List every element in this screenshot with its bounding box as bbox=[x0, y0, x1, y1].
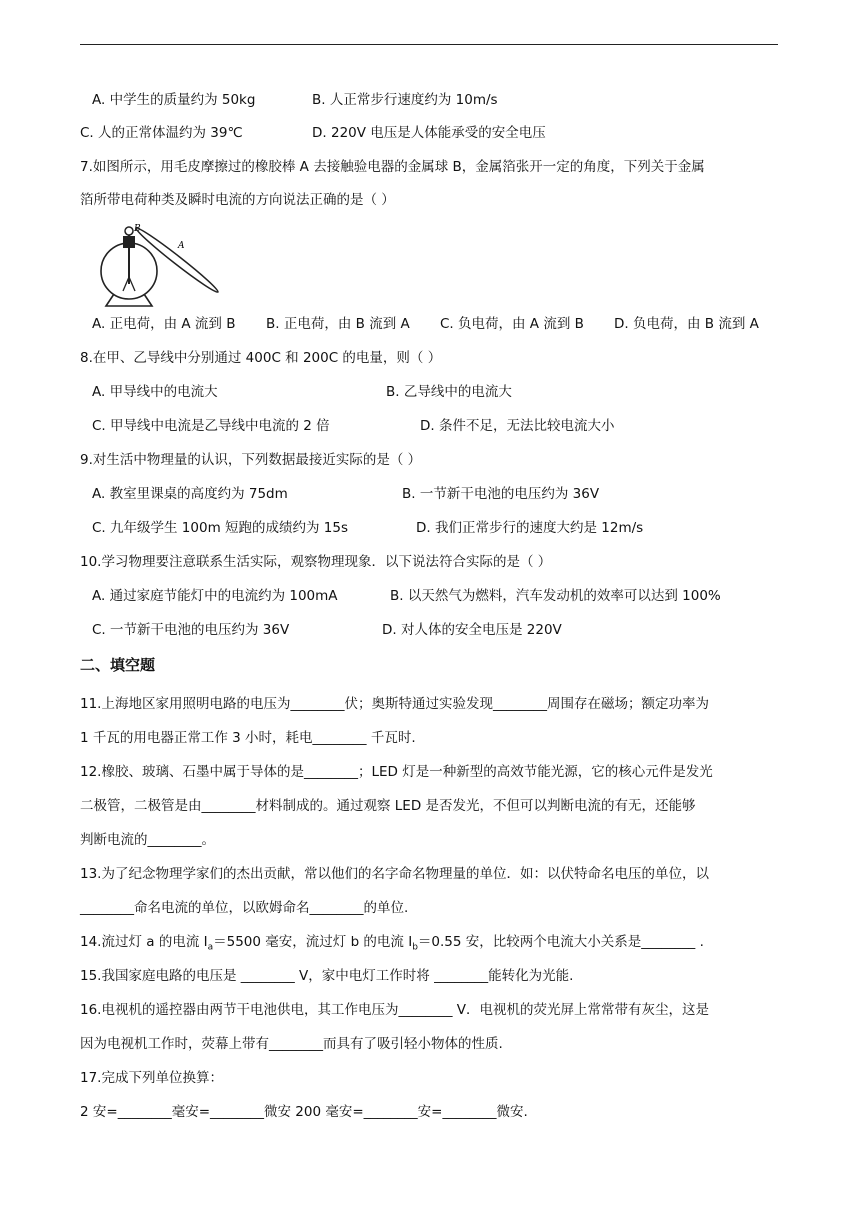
q8-option-d: D. 条件不足，无法比较电流大小 bbox=[420, 418, 615, 434]
label-a: A bbox=[178, 241, 185, 251]
q14-sub-b: b bbox=[412, 942, 418, 953]
q14-mid: ＝5500 毫安，流过灯 b 的电流 I bbox=[213, 934, 413, 950]
electroscope-stopper bbox=[123, 236, 135, 248]
q15-line: 15.我国家庭电路的电压是 ________ V，家中电灯工作时将 ________能转化为光能. bbox=[80, 968, 574, 984]
rubber-rod-a bbox=[134, 225, 221, 295]
q14-post: ＝0.55 安，比较两个电流大小关系是________ . bbox=[417, 934, 704, 950]
q9-option-c: C. 九年级学生 100m 短跑的成绩约为 15s bbox=[92, 520, 349, 536]
q6-option-c: C. 人的正常体温约为 39℃ bbox=[80, 125, 243, 141]
q12-line3: 判断电流的________。 bbox=[80, 832, 215, 848]
q14-line bbox=[80, 932, 704, 958]
q7-option-c: C. 负电荷，由 A 流到 B bbox=[440, 316, 584, 332]
q17-line2: 2 安=________毫安=________微安 200 毫安=________安=________微安. bbox=[80, 1104, 528, 1120]
q16-line2: 因为电视机工作时，荧幕上带有________而具有了吸引轻小物体的性质. bbox=[80, 1036, 503, 1052]
q10-option-d: D. 对人体的安全电压是 220V bbox=[382, 622, 562, 638]
q7-option-a: A. 正电荷，由 A 流到 B bbox=[92, 316, 236, 332]
electroscope-base bbox=[106, 294, 152, 306]
label-b: B bbox=[134, 224, 141, 234]
q10-option-a: A. 通过家庭节能灯中的电流约为 100mA bbox=[92, 588, 338, 604]
q6-option-d: D. 220V 电压是人体能承受的安全电压 bbox=[312, 125, 546, 141]
q9-option-b: B. 一节新干电池的电压约为 36V bbox=[402, 486, 600, 502]
q7-option-b: B. 正电荷，由 B 流到 A bbox=[266, 316, 410, 332]
q10-option-c: C. 一节新干电池的电压约为 36V bbox=[92, 622, 290, 638]
header-rule bbox=[80, 44, 778, 45]
q8-option-c: C. 甲导线中电流是乙导线中电流的 2 倍 bbox=[92, 418, 330, 434]
q11-line2: 1 千瓦的用电器正常工作 3 小时，耗电________ 千瓦时. bbox=[80, 730, 416, 746]
electroscope-figure bbox=[92, 222, 232, 310]
q11-line1: 11.上海地区家用照明电路的电压为________伏；奥斯特通过实验发现________周围存在磁场；额定功率为 bbox=[80, 696, 709, 712]
q8-option-a: A. 甲导线中的电流大 bbox=[92, 384, 218, 400]
q8-option-b: B. 乙导线中的电流大 bbox=[386, 384, 512, 400]
q9-stem: 9.对生活中物理量的认识，下列数据最接近实际的是（ ） bbox=[80, 452, 422, 468]
q14-sub-a: a bbox=[207, 942, 214, 953]
q8-stem: 8.在甲、乙导线中分别通过 400C 和 200C 的电量，则（ ） bbox=[80, 350, 442, 366]
q12-line2: 二极管，二极管是由________材料制成的。通过观察 LED 是否发光，不但可以判断电流的有无，还能够 bbox=[80, 798, 696, 814]
q17-stem: 17.完成下列单位换算： bbox=[80, 1070, 223, 1086]
metal-ball-b bbox=[125, 227, 133, 235]
q13-line2: ________命名电流的单位，以欧姆命名________的单位. bbox=[80, 900, 409, 916]
section-title-fill-in: 二、填空题 bbox=[80, 656, 156, 674]
q13-line1: 13.为了纪念物理学家们的杰出贡献，常以他们的名字命名物理量的单位．如：以伏特命名电压的单位，以 bbox=[80, 866, 709, 882]
q7-stem-line2: 箔所带电荷种类及瞬时电流的方向说法正确的是（ ） bbox=[80, 192, 395, 208]
q9-option-a: A. 教室里课桌的高度约为 75dm bbox=[92, 486, 288, 502]
q7-stem-line1: 7.如图所示，用毛皮摩擦过的橡胶棒 A 去接触验电器的金属球 B，金属箔张开一定的角度，下列关于金属 bbox=[80, 159, 705, 175]
q6-option-a: A. 中学生的质量约为 50kg bbox=[92, 92, 256, 108]
q9-option-d: D. 我们正常步行的速度大约是 12m/s bbox=[416, 520, 644, 536]
q14-pre: 14.流过灯 a 的电流 I bbox=[80, 934, 208, 950]
q6-option-b: B. 人正常步行速度约为 10m/s bbox=[312, 92, 498, 108]
q10-option-b: B. 以天然气为燃料，汽车发动机的效率可以达到 100% bbox=[390, 588, 721, 604]
q12-line1: 12.橡胶、玻璃、石墨中属于导体的是________；LED 灯是一种新型的高效节能光源，它的核心元件是发光 bbox=[80, 764, 713, 780]
q16-line1: 16.电视机的遥控器由两节干电池供电，其工作电压为________ V．电视机的荧光屏上常常带有灰尘，这是 bbox=[80, 1002, 709, 1018]
q7-option-d: D. 负电荷，由 B 流到 A bbox=[614, 316, 759, 332]
q10-stem: 10.学习物理要注意联系生活实际，观察物理现象．以下说法符合实际的是（ ） bbox=[80, 554, 552, 570]
